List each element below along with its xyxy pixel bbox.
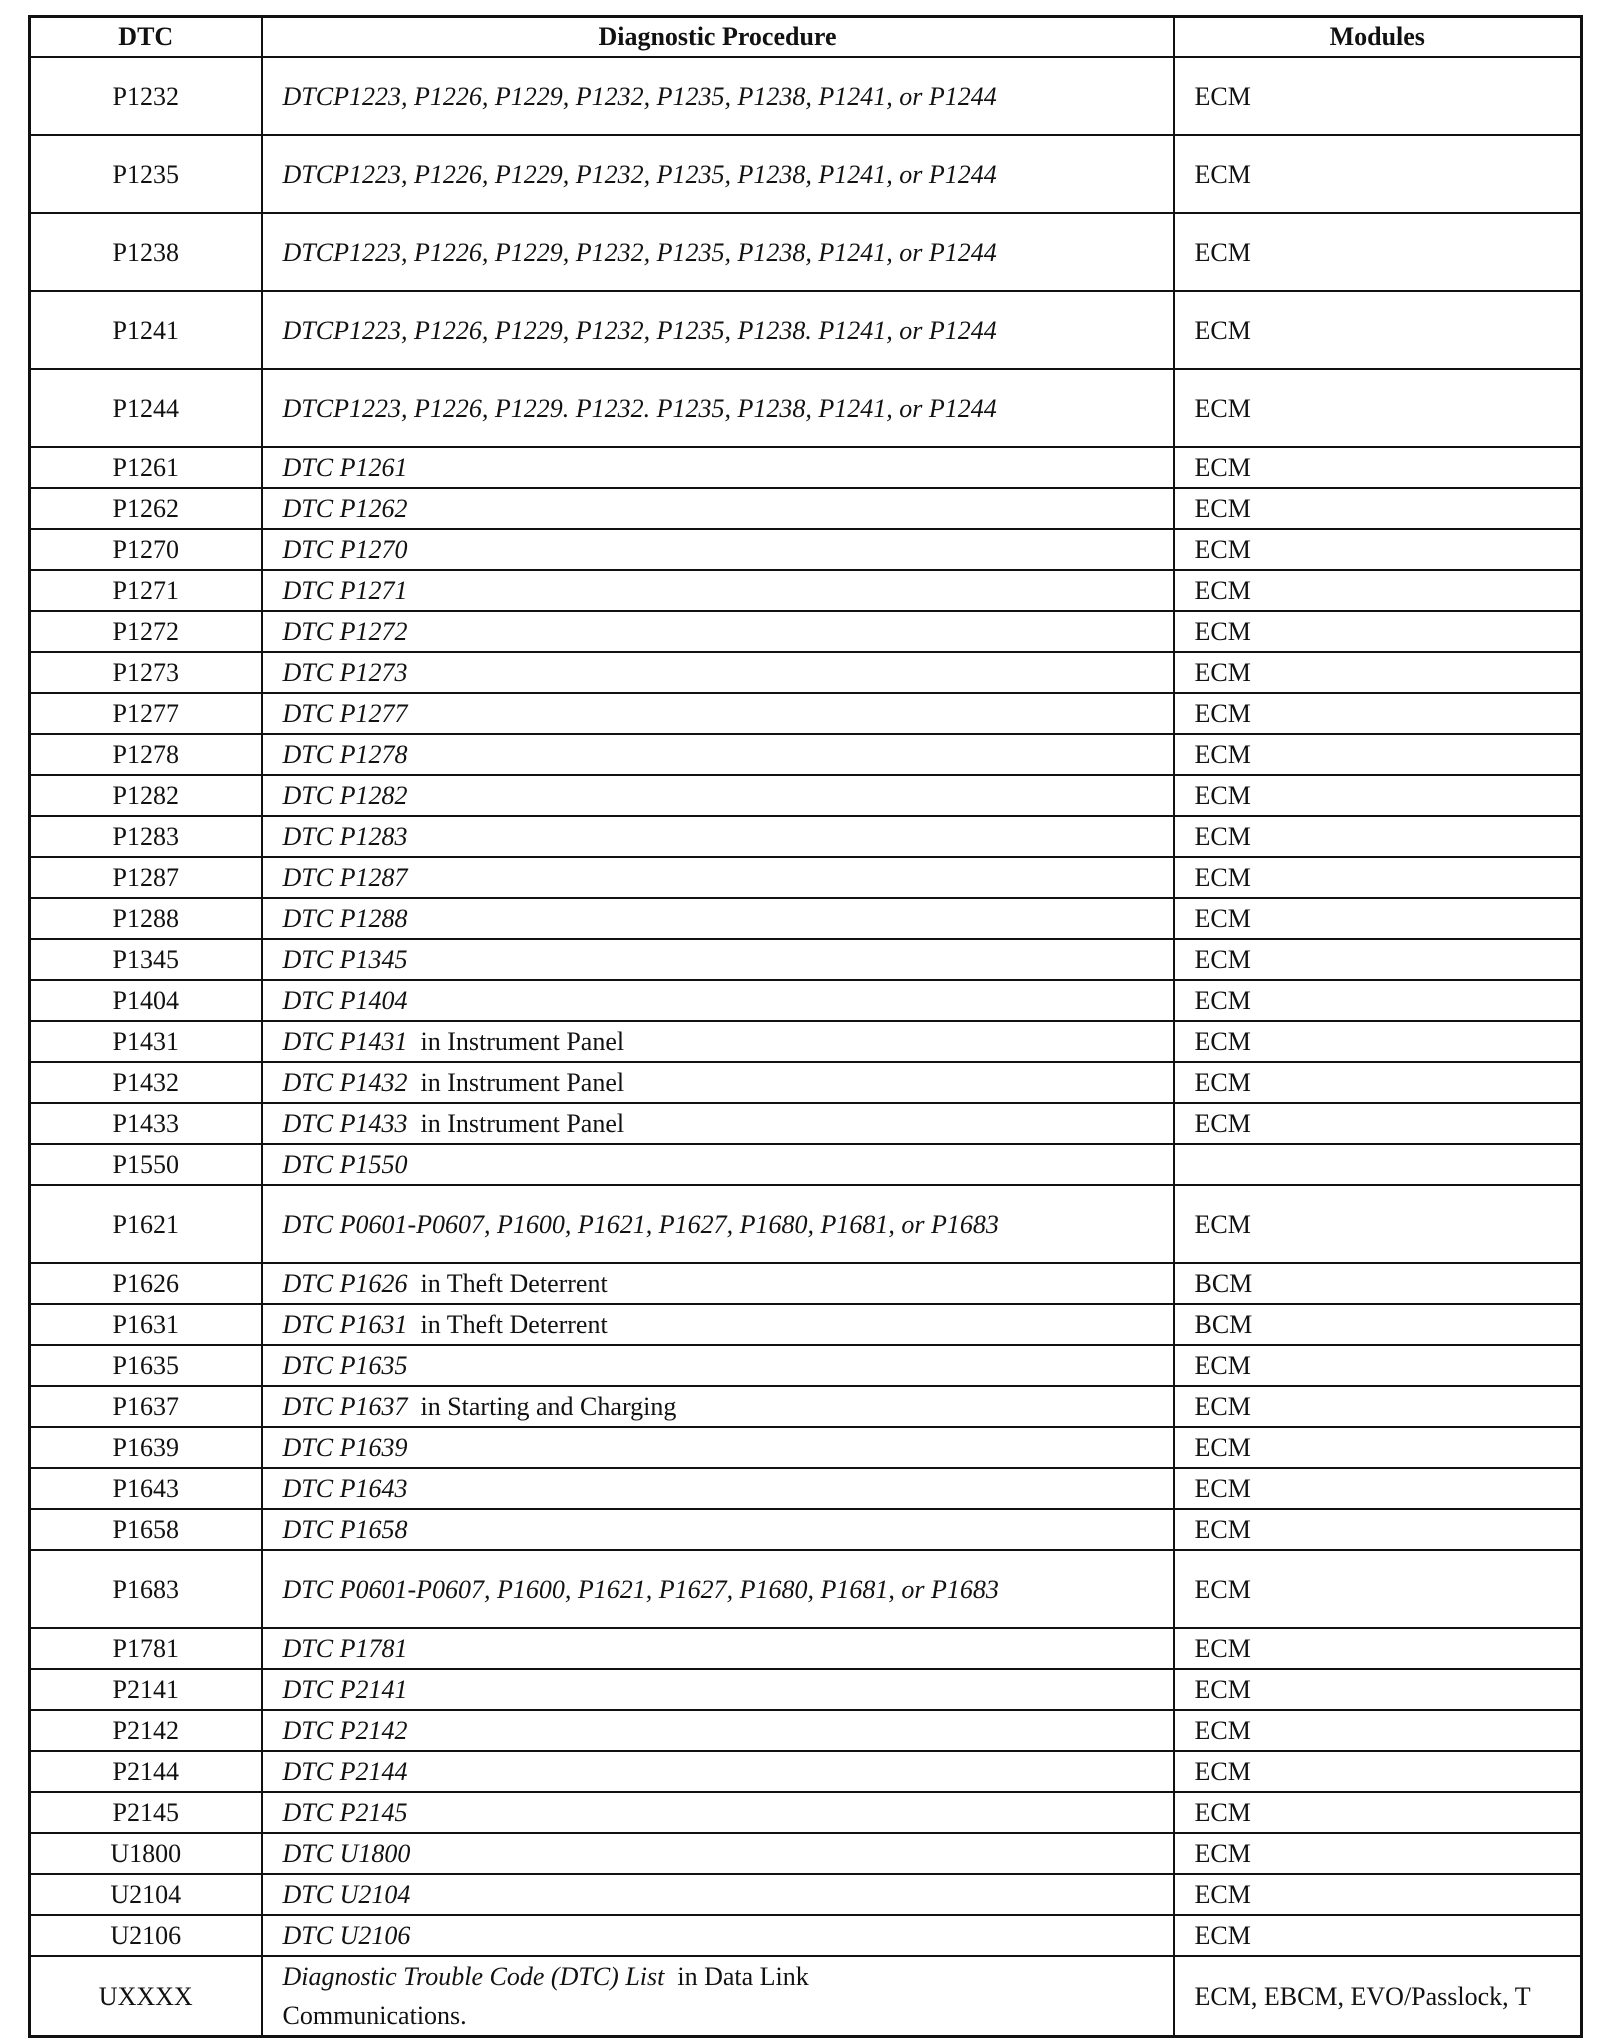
procedure-link[interactable]: DTC U2106 <box>282 1921 411 1950</box>
procedure-link[interactable]: DTC P1639 <box>282 1433 408 1462</box>
diagnostic-procedure-cell <box>262 1144 1174 1185</box>
module-cell: ECM <box>1174 529 1582 570</box>
dtc-code-cell: P1432 <box>30 1062 262 1103</box>
diagnostic-procedure-cell <box>262 611 1174 652</box>
module-cell: ECM <box>1174 1386 1582 1427</box>
dtc-table <box>28 15 1583 2038</box>
table-row <box>30 1792 1582 1833</box>
procedure-link[interactable]: DTC P1272 <box>282 617 408 646</box>
diagnostic-procedure-cell <box>262 1021 1174 1062</box>
table-row <box>30 898 1582 939</box>
table-row <box>30 939 1582 980</box>
procedure-location-text: in Theft Deterrent <box>420 1310 608 1339</box>
header-modules: Modules <box>1174 17 1582 58</box>
table-row <box>30 570 1582 611</box>
table-row <box>30 488 1582 529</box>
module-cell: ECM <box>1174 1751 1582 1792</box>
procedure-link[interactable]: DTCP1223, P1226, P1229, P1232, P1235, P1238, P1241, or P1244 <box>282 81 997 111</box>
dtc-code-cell: P1635 <box>30 1345 262 1386</box>
procedure-link[interactable]: DTC P1282 <box>282 781 408 810</box>
dtc-code-cell: P1658 <box>30 1509 262 1550</box>
procedure-link[interactable]: DTC P2145 <box>282 1798 408 1827</box>
diagnostic-procedure-cell <box>262 898 1174 939</box>
dtc-code-cell: P1232 <box>30 57 262 135</box>
header-dtc: DTC <box>30 17 262 58</box>
dtc-code-cell: P1288 <box>30 898 262 939</box>
dtc-code-cell: P2141 <box>30 1669 262 1710</box>
diagnostic-procedure-cell <box>262 1550 1174 1628</box>
table-row <box>30 1669 1582 1710</box>
module-cell: ECM <box>1174 857 1582 898</box>
module-cell <box>1174 1144 1582 1185</box>
procedure-link[interactable]: DTC P1283 <box>282 822 408 851</box>
table-row <box>30 1103 1582 1144</box>
module-cell: ECM <box>1174 1915 1582 1956</box>
diagnostic-procedure-cell <box>262 1792 1174 1833</box>
table-row <box>30 135 1582 213</box>
diagnostic-procedure-cell <box>262 939 1174 980</box>
module-cell: ECM <box>1174 816 1582 857</box>
table-row <box>30 447 1582 488</box>
diagnostic-procedure-cell <box>262 980 1174 1021</box>
dtc-code-cell: P1235 <box>30 135 262 213</box>
procedure-link[interactable]: DTC P1433 <box>282 1109 408 1138</box>
procedure-link[interactable]: DTC P1288 <box>282 904 408 933</box>
diagnostic-procedure-cell <box>262 1833 1174 1874</box>
module-cell: ECM <box>1174 693 1582 734</box>
procedure-location-text: in Starting and Charging <box>420 1392 677 1421</box>
table-row <box>30 816 1582 857</box>
module-cell: ECM <box>1174 898 1582 939</box>
dtc-code-cell: P1238 <box>30 213 262 291</box>
dtc-code-cell: P1631 <box>30 1304 262 1345</box>
module-cell: ECM <box>1174 1874 1582 1915</box>
procedure-link[interactable]: DTC P1277 <box>282 699 408 728</box>
diagnostic-procedure-cell <box>262 1628 1174 1669</box>
diagnostic-procedure-cell <box>262 1185 1174 1263</box>
table-row <box>30 213 1582 291</box>
table-row <box>30 1144 1582 1185</box>
table-row <box>30 1550 1582 1628</box>
dtc-code-cell: P1283 <box>30 816 262 857</box>
procedure-link[interactable]: DTCP1223, P1226, P1229, P1232, P1235, P1238, P1241, or P1244 <box>282 237 997 267</box>
diagnostic-procedure-cell <box>262 291 1174 369</box>
dtc-code-cell: P1282 <box>30 775 262 816</box>
procedure-link[interactable]: DTC P1658 <box>282 1515 408 1544</box>
procedure-link[interactable]: DTCP1223, P1226, P1229, P1232, P1235, P1238. P1241, or P1244 <box>282 315 997 345</box>
procedure-link[interactable]: DTC P1273 <box>282 658 408 687</box>
diagnostic-procedure-cell <box>262 1062 1174 1103</box>
dtc-code-cell: P1261 <box>30 447 262 488</box>
diagnostic-procedure-cell <box>262 57 1174 135</box>
diagnostic-procedure-cell <box>262 1509 1174 1550</box>
diagnostic-procedure-cell <box>262 693 1174 734</box>
table-row <box>30 980 1582 1021</box>
module-cell: ECM <box>1174 1792 1582 1833</box>
table-row <box>30 1628 1582 1669</box>
module-cell: ECM <box>1174 488 1582 529</box>
procedure-link[interactable]: DTC P0601-P0607, P1600, P1621, P1627, P1680, P1681, or P1683 <box>282 1574 999 1604</box>
table-row <box>30 652 1582 693</box>
module-cell: ECM <box>1174 1669 1582 1710</box>
dtc-code-cell: P1244 <box>30 369 262 447</box>
module-cell: ECM <box>1174 447 1582 488</box>
diagnostic-procedure-cell <box>262 1345 1174 1386</box>
table-row <box>30 1509 1582 1550</box>
procedure-location-text: in Data Link Communications. <box>282 1962 809 2030</box>
module-cell: ECM <box>1174 1710 1582 1751</box>
module-cell: BCM <box>1174 1263 1582 1304</box>
table-row <box>30 1915 1582 1956</box>
table-row <box>30 734 1582 775</box>
procedure-link[interactable]: DTC P1262 <box>282 494 408 523</box>
module-cell: ECM <box>1174 1103 1582 1144</box>
procedure-link[interactable]: DTC P1550 <box>282 1150 408 1179</box>
procedure-link[interactable]: DTC P1270 <box>282 535 408 564</box>
diagnostic-procedure-cell <box>262 1956 1174 2037</box>
table-row <box>30 1874 1582 1915</box>
dtc-code-cell: P1643 <box>30 1468 262 1509</box>
diagnostic-procedure-cell <box>262 1468 1174 1509</box>
table-row <box>30 1062 1582 1103</box>
dtc-code-cell: P1271 <box>30 570 262 611</box>
table-row <box>30 693 1582 734</box>
procedure-link[interactable]: DTCP1223, P1226, P1229, P1232, P1235, P1238, P1241, or P1244 <box>282 159 997 189</box>
module-cell: ECM <box>1174 570 1582 611</box>
procedure-link[interactable]: DTC P1431 <box>282 1027 408 1056</box>
diagnostic-procedure-cell <box>262 529 1174 570</box>
procedure-link[interactable]: DTC U1800 <box>282 1839 411 1868</box>
procedure-link[interactable]: DTCP1223, P1226, P1229. P1232. P1235, P1238, P1241, or P1244 <box>282 393 997 423</box>
diagnostic-procedure-cell <box>262 570 1174 611</box>
dtc-code-cell: P1273 <box>30 652 262 693</box>
module-cell: ECM <box>1174 291 1582 369</box>
module-cell: ECM <box>1174 1345 1582 1386</box>
dtc-code-cell: P1345 <box>30 939 262 980</box>
module-cell: ECM <box>1174 1427 1582 1468</box>
dtc-code-cell: P1277 <box>30 693 262 734</box>
procedure-link[interactable]: DTC P1345 <box>282 945 408 974</box>
table-row <box>30 1021 1582 1062</box>
procedure-link[interactable]: DTC P1271 <box>282 576 408 605</box>
module-cell: ECM <box>1174 611 1582 652</box>
table-row <box>30 1710 1582 1751</box>
dtc-code-cell: P1637 <box>30 1386 262 1427</box>
table-row <box>30 611 1582 652</box>
dtc-code-cell: P1683 <box>30 1550 262 1628</box>
dtc-table-container <box>28 15 1583 2038</box>
diagnostic-procedure-cell <box>262 369 1174 447</box>
module-cell: ECM <box>1174 1468 1582 1509</box>
module-cell: ECM <box>1174 1062 1582 1103</box>
procedure-link[interactable]: DTC P1637 <box>282 1392 408 1421</box>
table-row <box>30 1263 1582 1304</box>
table-row <box>30 1386 1582 1427</box>
table-body <box>30 57 1582 2037</box>
table-header-row <box>30 17 1582 58</box>
procedure-link[interactable]: DTC P1432 <box>282 1068 408 1097</box>
module-cell: ECM <box>1174 980 1582 1021</box>
module-cell: ECM <box>1174 369 1582 447</box>
diagnostic-procedure-cell <box>262 447 1174 488</box>
diagnostic-procedure-cell <box>262 1669 1174 1710</box>
diagnostic-procedure-cell <box>262 488 1174 529</box>
module-cell: ECM, EBCM, EVO/Passlock, T <box>1174 1956 1582 2037</box>
module-cell: ECM <box>1174 734 1582 775</box>
table-row <box>30 1345 1582 1386</box>
table-row <box>30 1185 1582 1263</box>
procedure-link[interactable]: DTC P1781 <box>282 1634 408 1663</box>
procedure-location-text: in Theft Deterrent <box>420 1269 608 1298</box>
procedure-link[interactable]: DTC U2104 <box>282 1880 411 1909</box>
table-row <box>30 1956 1582 2037</box>
dtc-code-cell: P1278 <box>30 734 262 775</box>
diagnostic-procedure-cell <box>262 652 1174 693</box>
procedure-link[interactable]: DTC P1404 <box>282 986 408 1015</box>
module-cell: ECM <box>1174 939 1582 980</box>
procedure-link[interactable]: DTC P1261 <box>282 453 408 482</box>
dtc-code-cell: P2145 <box>30 1792 262 1833</box>
diagnostic-procedure-cell <box>262 213 1174 291</box>
module-cell: ECM <box>1174 57 1582 135</box>
dtc-code-cell: P1639 <box>30 1427 262 1468</box>
table-row <box>30 529 1582 570</box>
module-cell: ECM <box>1174 213 1582 291</box>
table-row <box>30 1427 1582 1468</box>
table-row <box>30 369 1582 447</box>
dtc-code-cell: P1262 <box>30 488 262 529</box>
procedure-link[interactable]: DTC P0601-P0607, P1600, P1621, P1627, P1680, P1681, or P1683 <box>282 1209 999 1239</box>
diagnostic-procedure-cell <box>262 1751 1174 1792</box>
diagnostic-procedure-cell <box>262 1304 1174 1345</box>
module-cell: ECM <box>1174 775 1582 816</box>
table-row <box>30 57 1582 135</box>
dtc-code-cell: U2104 <box>30 1874 262 1915</box>
table-row <box>30 1304 1582 1345</box>
module-cell: ECM <box>1174 1185 1582 1263</box>
procedure-link[interactable]: DTC P1278 <box>282 740 408 769</box>
module-cell: ECM <box>1174 1833 1582 1874</box>
header-diagnostic-procedure: Diagnostic Procedure <box>262 17 1174 58</box>
procedure-location-text: in Instrument Panel <box>420 1109 625 1138</box>
procedure-link[interactable]: DTC P1287 <box>282 863 408 892</box>
module-cell: ECM <box>1174 652 1582 693</box>
table-row <box>30 1751 1582 1792</box>
dtc-code-cell: U1800 <box>30 1833 262 1874</box>
diagnostic-procedure-cell <box>262 1427 1174 1468</box>
dtc-code-cell: P1626 <box>30 1263 262 1304</box>
procedure-link[interactable]: Diagnostic Trouble Code (DTC) List <box>282 1962 665 1991</box>
diagnostic-procedure-cell <box>262 1386 1174 1427</box>
diagnostic-procedure-cell <box>262 775 1174 816</box>
dtc-code-cell: P2142 <box>30 1710 262 1751</box>
diagnostic-procedure-cell <box>262 1710 1174 1751</box>
module-cell: BCM <box>1174 1304 1582 1345</box>
dtc-code-cell: P1621 <box>30 1185 262 1263</box>
procedure-link[interactable]: DTC P2142 <box>282 1716 408 1745</box>
procedure-location-text: in Instrument Panel <box>420 1027 625 1056</box>
procedure-link[interactable]: DTC P1635 <box>282 1351 408 1380</box>
procedure-location-text: in Instrument Panel <box>420 1068 625 1097</box>
module-cell: ECM <box>1174 1628 1582 1669</box>
dtc-code-cell: P1550 <box>30 1144 262 1185</box>
dtc-code-cell: P1781 <box>30 1628 262 1669</box>
table-row <box>30 857 1582 898</box>
dtc-code-cell: P1270 <box>30 529 262 570</box>
module-cell: ECM <box>1174 1509 1582 1550</box>
dtc-code-cell: P1404 <box>30 980 262 1021</box>
diagnostic-procedure-cell <box>262 1874 1174 1915</box>
table-row <box>30 291 1582 369</box>
dtc-code-cell: U2106 <box>30 1915 262 1956</box>
dtc-code-cell: P1272 <box>30 611 262 652</box>
table-row <box>30 775 1582 816</box>
table-row <box>30 1468 1582 1509</box>
dtc-code-cell: P1433 <box>30 1103 262 1144</box>
dtc-code-cell: P2144 <box>30 1751 262 1792</box>
diagnostic-procedure-cell <box>262 1915 1174 1956</box>
dtc-code-cell: P1241 <box>30 291 262 369</box>
procedure-link[interactable]: DTC P1643 <box>282 1474 408 1503</box>
diagnostic-procedure-cell <box>262 1263 1174 1304</box>
procedure-link[interactable]: DTC P1626 <box>282 1269 408 1298</box>
dtc-code-cell: UXXXX <box>30 1956 262 2037</box>
diagnostic-procedure-cell <box>262 734 1174 775</box>
diagnostic-procedure-cell <box>262 135 1174 213</box>
module-cell: ECM <box>1174 1550 1582 1628</box>
module-cell: ECM <box>1174 135 1582 213</box>
table-row <box>30 1833 1582 1874</box>
dtc-code-cell: P1431 <box>30 1021 262 1062</box>
procedure-link[interactable]: DTC P2141 <box>282 1675 408 1704</box>
module-cell: ECM <box>1174 1021 1582 1062</box>
procedure-link[interactable]: DTC P1631 <box>282 1310 408 1339</box>
diagnostic-procedure-cell <box>262 816 1174 857</box>
dtc-code-cell: P1287 <box>30 857 262 898</box>
diagnostic-procedure-cell <box>262 857 1174 898</box>
diagnostic-procedure-cell <box>262 1103 1174 1144</box>
procedure-link[interactable]: DTC P2144 <box>282 1757 408 1786</box>
